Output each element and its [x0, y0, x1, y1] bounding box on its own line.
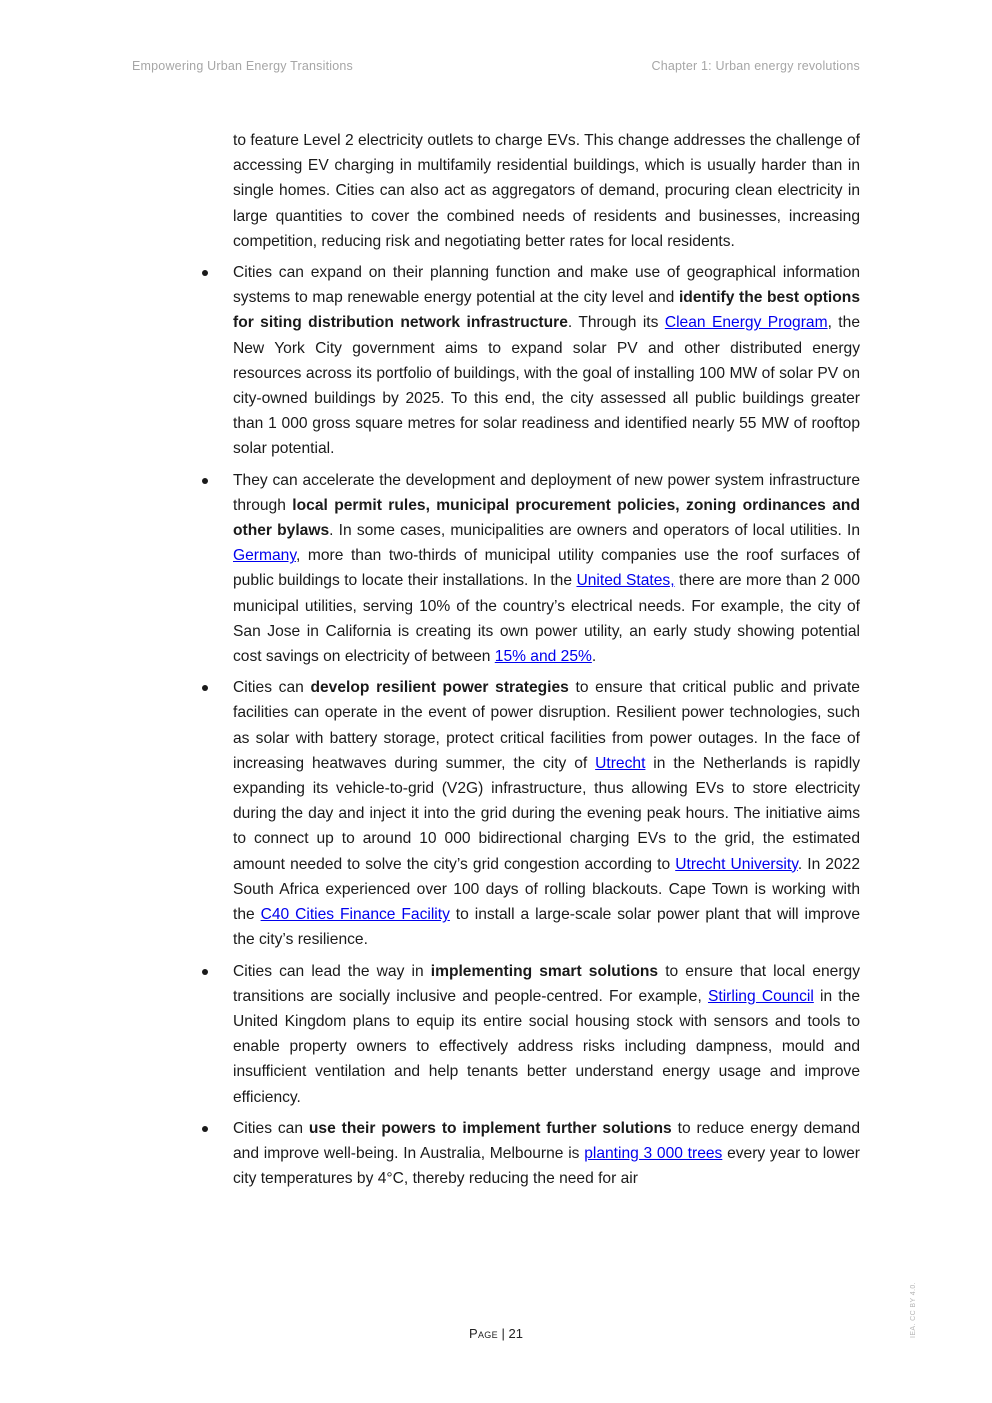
body-text: [233, 128, 860, 1191]
link-germany[interactable]: Germany: [233, 547, 296, 565]
page-number: 21: [508, 1326, 523, 1341]
list-item-resilience: Cities can develop resilient power strategies to ensure that critical public and private facilities can operate in the event of power disruption. Resilient power technologies, such as solar with battery storage, protect critical facilities from power outages. In the face of increasing heatwaves during summer, the city of Utrecht in the Netherlands is rapidly expanding its vehicle-to-grid (V2G) infrastructure, thus allowing EVs to store electricity during the day and inject it into the grid during the evening peak hours. The initiative aims to connect up to around 10 000 bidirectional charging EVs to the grid, the estimated amount needed to solve the city’s grid congestion according to Utrecht University. In 2022 South Africa experienced over 100 days of rolling blackouts. Cape Town is working with the C40 Cities Finance Facility to install a large-scale solar power plant that will improve the city’s resilience.: [233, 675, 860, 952]
link-utrecht-university[interactable]: Utrecht University: [675, 855, 798, 873]
link-c40-cities-finance-facility[interactable]: C40 Cities Finance Facility: [260, 906, 450, 924]
list-item-further-solutions: Cities can use their powers to implement further solutions to reduce energy demand and improve well-being. In Australia, Melbourne is planting 3 000 trees every year to lower city temperatures by 4°C, thereby reducing the need for air: [233, 1116, 860, 1192]
bold-phrase: develop resilient power strategies: [310, 679, 569, 697]
link-stirling-council[interactable]: Stirling Council: [707, 987, 814, 1005]
link-clean-energy-program[interactable]: Clean Energy Program: [664, 314, 828, 332]
bold-phrase: identify the best options for siting distribution network infrastructure: [233, 289, 860, 332]
list-item-smart-solutions: Cities can lead the way in implementing smart solutions to ensure that local energy transitions are socially inclusive and people-centred. For example, Stirling Council in the United Kingdom plans to equip its entire social housing stock with sensors and tools to enable property owners to effectively address risks including dampness, mould and insufficient ventilation and help tenants better understand energy usage and improve efficiency.: [233, 959, 860, 1110]
list-item-planning: Cities can expand on their planning function and make use of geographical information systems to map renewable energy potential at the city level and identify the best options for siting distribution network infrastructure. Through its Clean Energy Program, the New York City government aims to expand solar PV and other distributed energy resources across its portfolio of buildings, with the goal of installing 100 MW of solar PV on city-owned buildings by 2025. To this end, the city assessed all public buildings greater than 1 000 gross square metres for solar readiness and identified nearly 55 MW of rooftop solar potential.: [233, 260, 860, 462]
license-note: IEA. CC BY 4.0.: [910, 1281, 917, 1338]
bold-phrase: local permit rules, municipal procurement policies, zoning ordinances and other bylaws: [233, 496, 860, 540]
bullet-dot-icon: [202, 685, 208, 691]
intro-paragraph: to feature Level 2 electricity outlets to charge EVs. This change addresses the challenge of accessing EV charging in multifamily residential buildings, which is usually harder than in single homes. Cities can also act as aggregators of demand, procuring clean electricity in large quantities to cover the combined needs of residents and businesses, increasing competition, reducing risk and negotiating better rates for local residents.: [233, 132, 860, 250]
page-separator: |: [497, 1326, 509, 1341]
list-item-infrastructure: They can accelerate the development and deployment of new power system infrastructure through local permit rules, municipal procurement policies, zoning ordinances and other bylaws. In some cases, municipalities are owners and operators of local utilities. In Germany, more than two-thirds of municipal utility companies use the roof surfaces of public buildings to locate their installations. In the United States, there are more than 2 000 municipal utilities, serving 10% of the country’s electrical needs. For example, the city of San Jose in California is creating its own power utility, an early study showing potential cost savings on electricity of between 15% and 25%.: [233, 468, 860, 670]
running-header-chapter: Chapter 1: Urban energy revolutions: [651, 59, 860, 73]
link-planting-trees[interactable]: planting 3 000 trees: [584, 1144, 723, 1162]
bullet-dot-icon: [202, 969, 208, 975]
link-utrecht[interactable]: Utrecht: [595, 754, 646, 772]
bullet-dot-icon: [202, 270, 208, 276]
bold-phrase: use their powers to implement further solutions: [308, 1119, 672, 1137]
bold-phrase: implementing smart solutions: [430, 962, 659, 980]
link-united-states[interactable]: United States,: [576, 572, 675, 590]
page-footer: [0, 1326, 992, 1341]
bullet-dot-icon: [202, 478, 208, 484]
link-cost-savings[interactable]: 15% and 25%: [494, 648, 592, 666]
bullet-dot-icon: [202, 1126, 208, 1132]
running-header-title: Empowering Urban Energy Transitions: [132, 59, 353, 73]
page-label: Page: [469, 1326, 498, 1341]
